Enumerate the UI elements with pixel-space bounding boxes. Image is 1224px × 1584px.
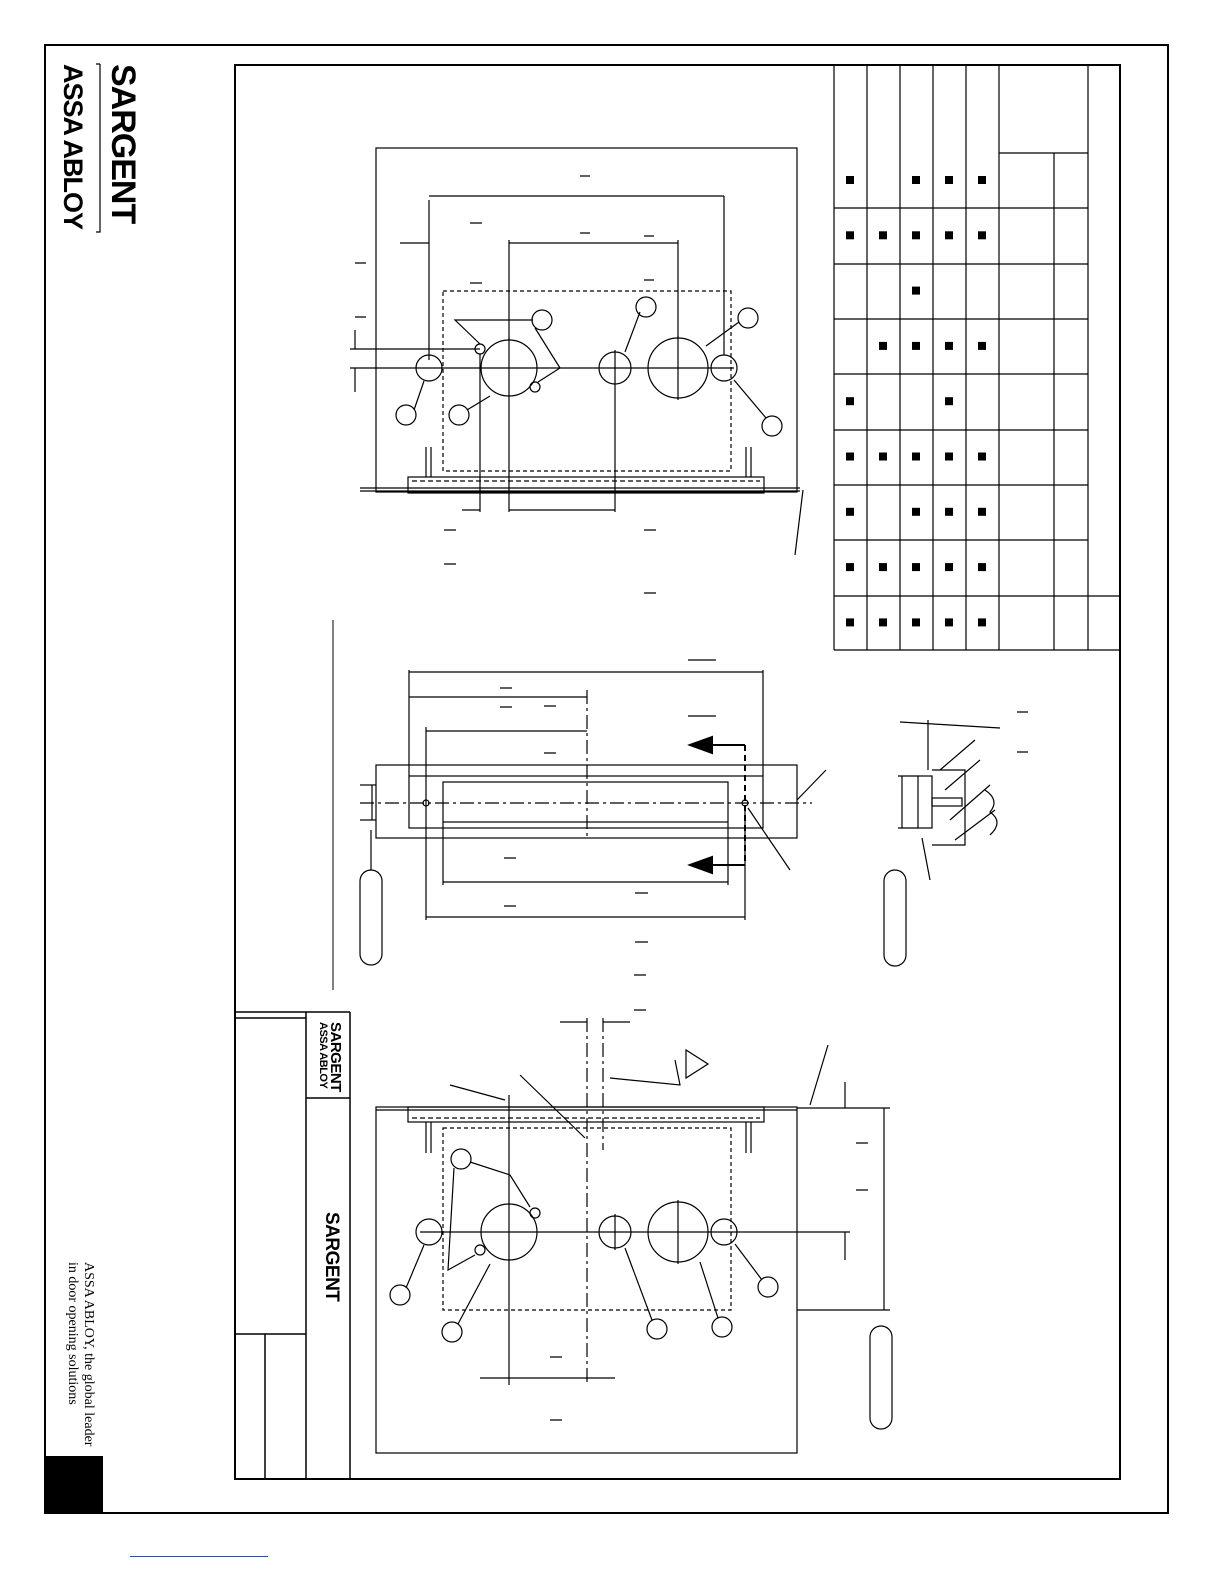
table-check-mark <box>912 618 920 626</box>
table-check-mark <box>978 176 986 184</box>
table-check-mark <box>978 618 986 626</box>
table-check-mark <box>879 453 887 461</box>
brand-bracket <box>96 64 100 232</box>
brand-tagline-line1: ASSA ABLOY, the global leader <box>81 1262 96 1447</box>
table-check-mark <box>978 342 986 350</box>
table-check-mark <box>978 563 986 571</box>
title-block-brand-large: SARGENT <box>321 1212 342 1302</box>
top-view <box>350 148 803 593</box>
table-check-mark <box>846 397 854 405</box>
table-check-mark <box>945 563 953 571</box>
brand-logo-assa-abloy: ASSA ABLOY <box>58 64 88 230</box>
table-check-mark <box>912 563 920 571</box>
section-detail <box>884 712 1028 966</box>
brand-tagline-line2: in door opening solutions <box>65 1262 80 1405</box>
table-check-mark <box>912 453 920 461</box>
bottom-view <box>376 975 892 1453</box>
table-check-mark <box>912 231 920 239</box>
table-check-mark <box>945 453 953 461</box>
title-block-parent: ASSA ABLOY <box>317 1022 329 1089</box>
table-check-mark <box>912 508 920 516</box>
side-view <box>360 660 826 965</box>
table-check-mark <box>846 176 854 184</box>
section-arrows <box>690 737 745 873</box>
table-check-mark <box>945 397 953 405</box>
table-check-mark <box>846 231 854 239</box>
table-check-mark <box>945 508 953 516</box>
table-check-mark <box>912 287 920 295</box>
table-check-mark <box>879 563 887 571</box>
table-check-mark <box>846 618 854 626</box>
table-check-mark <box>945 618 953 626</box>
table-check-mark <box>945 342 953 350</box>
option-table <box>834 65 1120 650</box>
table-check-mark <box>945 231 953 239</box>
table-check-mark <box>912 342 920 350</box>
corner-block <box>45 1456 103 1513</box>
table-check-mark <box>912 176 920 184</box>
table-check-mark <box>879 342 887 350</box>
table-check-mark <box>978 508 986 516</box>
table-check-mark <box>978 231 986 239</box>
table-check-mark <box>879 618 887 626</box>
brand-logo-sargent: SARGENT <box>104 64 142 224</box>
table-check-mark <box>846 508 854 516</box>
table-check-mark <box>846 453 854 461</box>
table-check-mark <box>945 176 953 184</box>
table-check-mark <box>846 563 854 571</box>
footer-link-underline[interactable] <box>130 1556 268 1557</box>
table-check-mark <box>879 231 887 239</box>
title-block-brand: SARGENT <box>327 1022 344 1092</box>
table-check-mark <box>978 453 986 461</box>
